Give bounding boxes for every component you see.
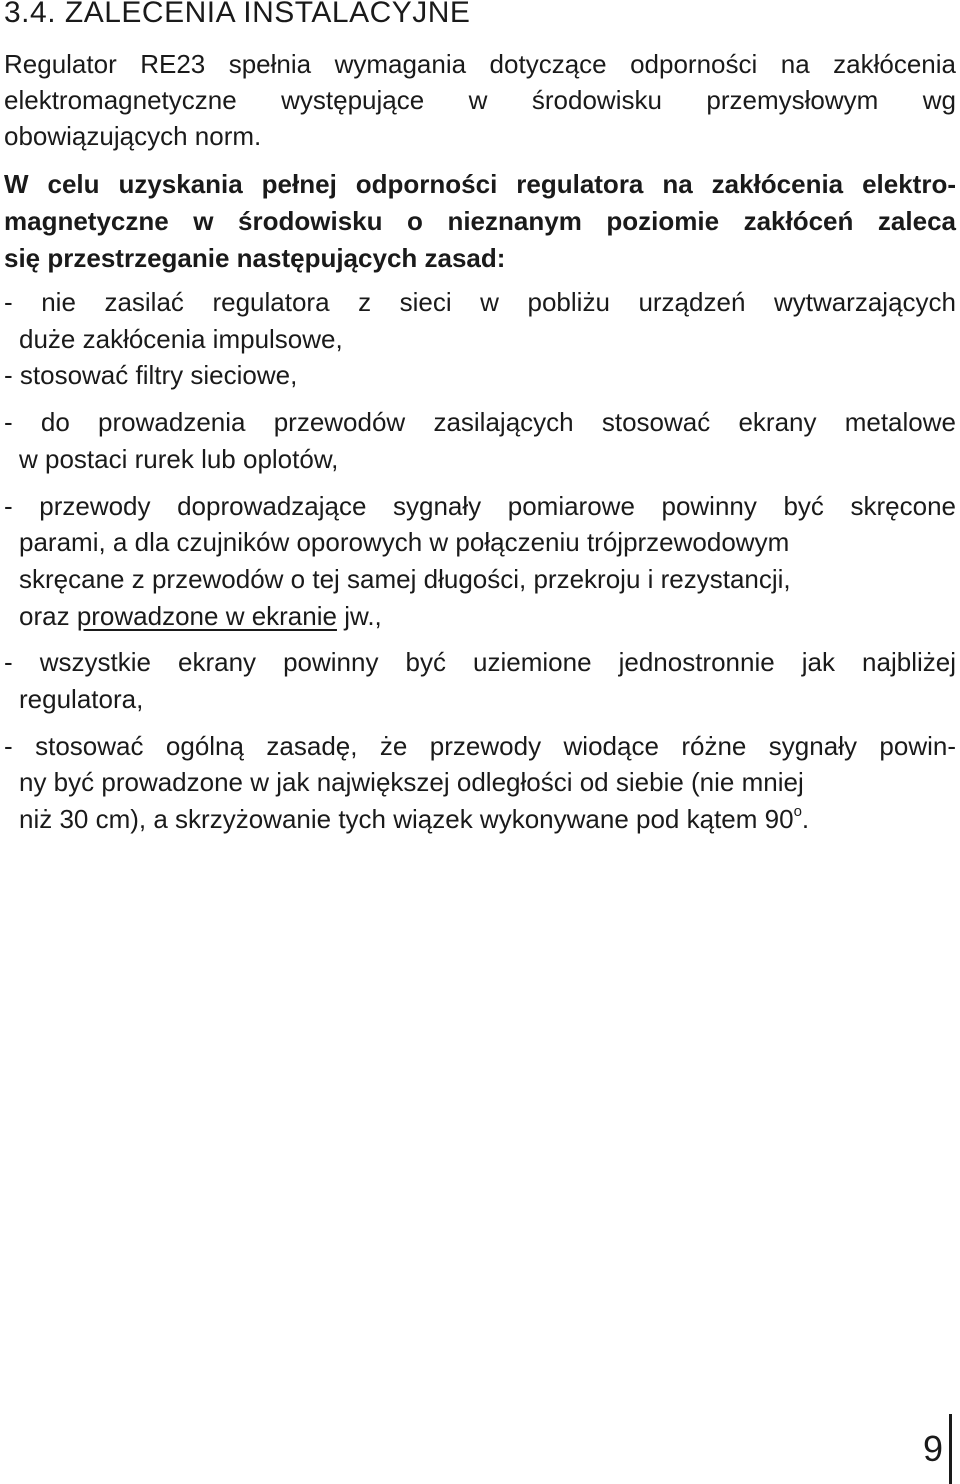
list-item-line: duże zakłócenia impulsowe, [19,323,343,354]
list-item-line: - stosować filtry sieciowe, [4,360,298,391]
degree-superscript: o [793,803,802,821]
intro-line: Regulator RE23 spełnia wymagania dotyczące odporności na zakłócenia [4,49,956,79]
list-item [4,644,956,717]
list-item-line: - przewody doprowadzające sygnały pomiarowe powinny być skręcone [4,490,956,521]
list-item-line: ny być prowadzone w jak największej odległości od siebie (nie mniej [19,767,804,798]
list-item [4,357,956,394]
list-item-line: - wszystkie ekrany powinny być uziemione jednostronnie jak najbliżej [4,647,956,678]
emphasis-line: W celu uzyskania pełnej odporności regulatora na zakłócenia elektro- [4,169,956,199]
list-item-line: - nie zasilać regulatora z sieci w pobliżu urządzeń wytwarzających [4,287,956,317]
list-item [4,488,956,635]
list-item-text: jw., [344,600,382,631]
list-item [4,728,956,838]
list-item-line: w postaci rurek lub oplotów, [19,443,339,474]
list-item-line: regulatora, [19,684,144,715]
list-item-text: niż 30 cm), a skrzyżowanie tych wiązek wykonywane pod kątem 90 [19,804,794,835]
underlined-phrase: prowadzone w ekranie [76,600,337,631]
list-item [4,284,956,357]
list-item-text: oraz [19,600,70,631]
intro-line: obowiązujących norm. [4,121,262,151]
list-item-line: - do prowadzenia przewodów zasilających stosować ekrany metalowe [4,407,956,438]
list-item-text: . [801,804,810,835]
list-item-line [4,598,956,635]
page-number: 9 [923,1414,952,1484]
intro-line: elektromagnetyczne występujące w środowisku przemysłowym wg [4,85,956,115]
emphasis-paragraph [4,166,956,277]
section-heading: 3.4. ZALECENIA INSTALACYJNE [4,0,471,29]
emphasis-line: magnetyczne w środowisku o nieznanym poziomie zakłóceń zaleca [4,206,956,236]
emphasis-line: się przestrzeganie następujących zasad: [4,243,506,273]
intro-paragraph [4,46,956,154]
list-item-line [4,801,956,838]
list-item-line: - stosować ogólną zasadę, że przewody wiodące różne sygnały powin- [4,730,956,761]
list-item [4,404,956,477]
list-item-line: parami, a dla czujników oporowych w połączeniu trójprzewodowym [19,527,790,558]
recommendations-list [4,284,956,838]
list-item-line: skręcane z przewodów o tej samej długości, przekroju i rezystancji, [19,563,791,594]
